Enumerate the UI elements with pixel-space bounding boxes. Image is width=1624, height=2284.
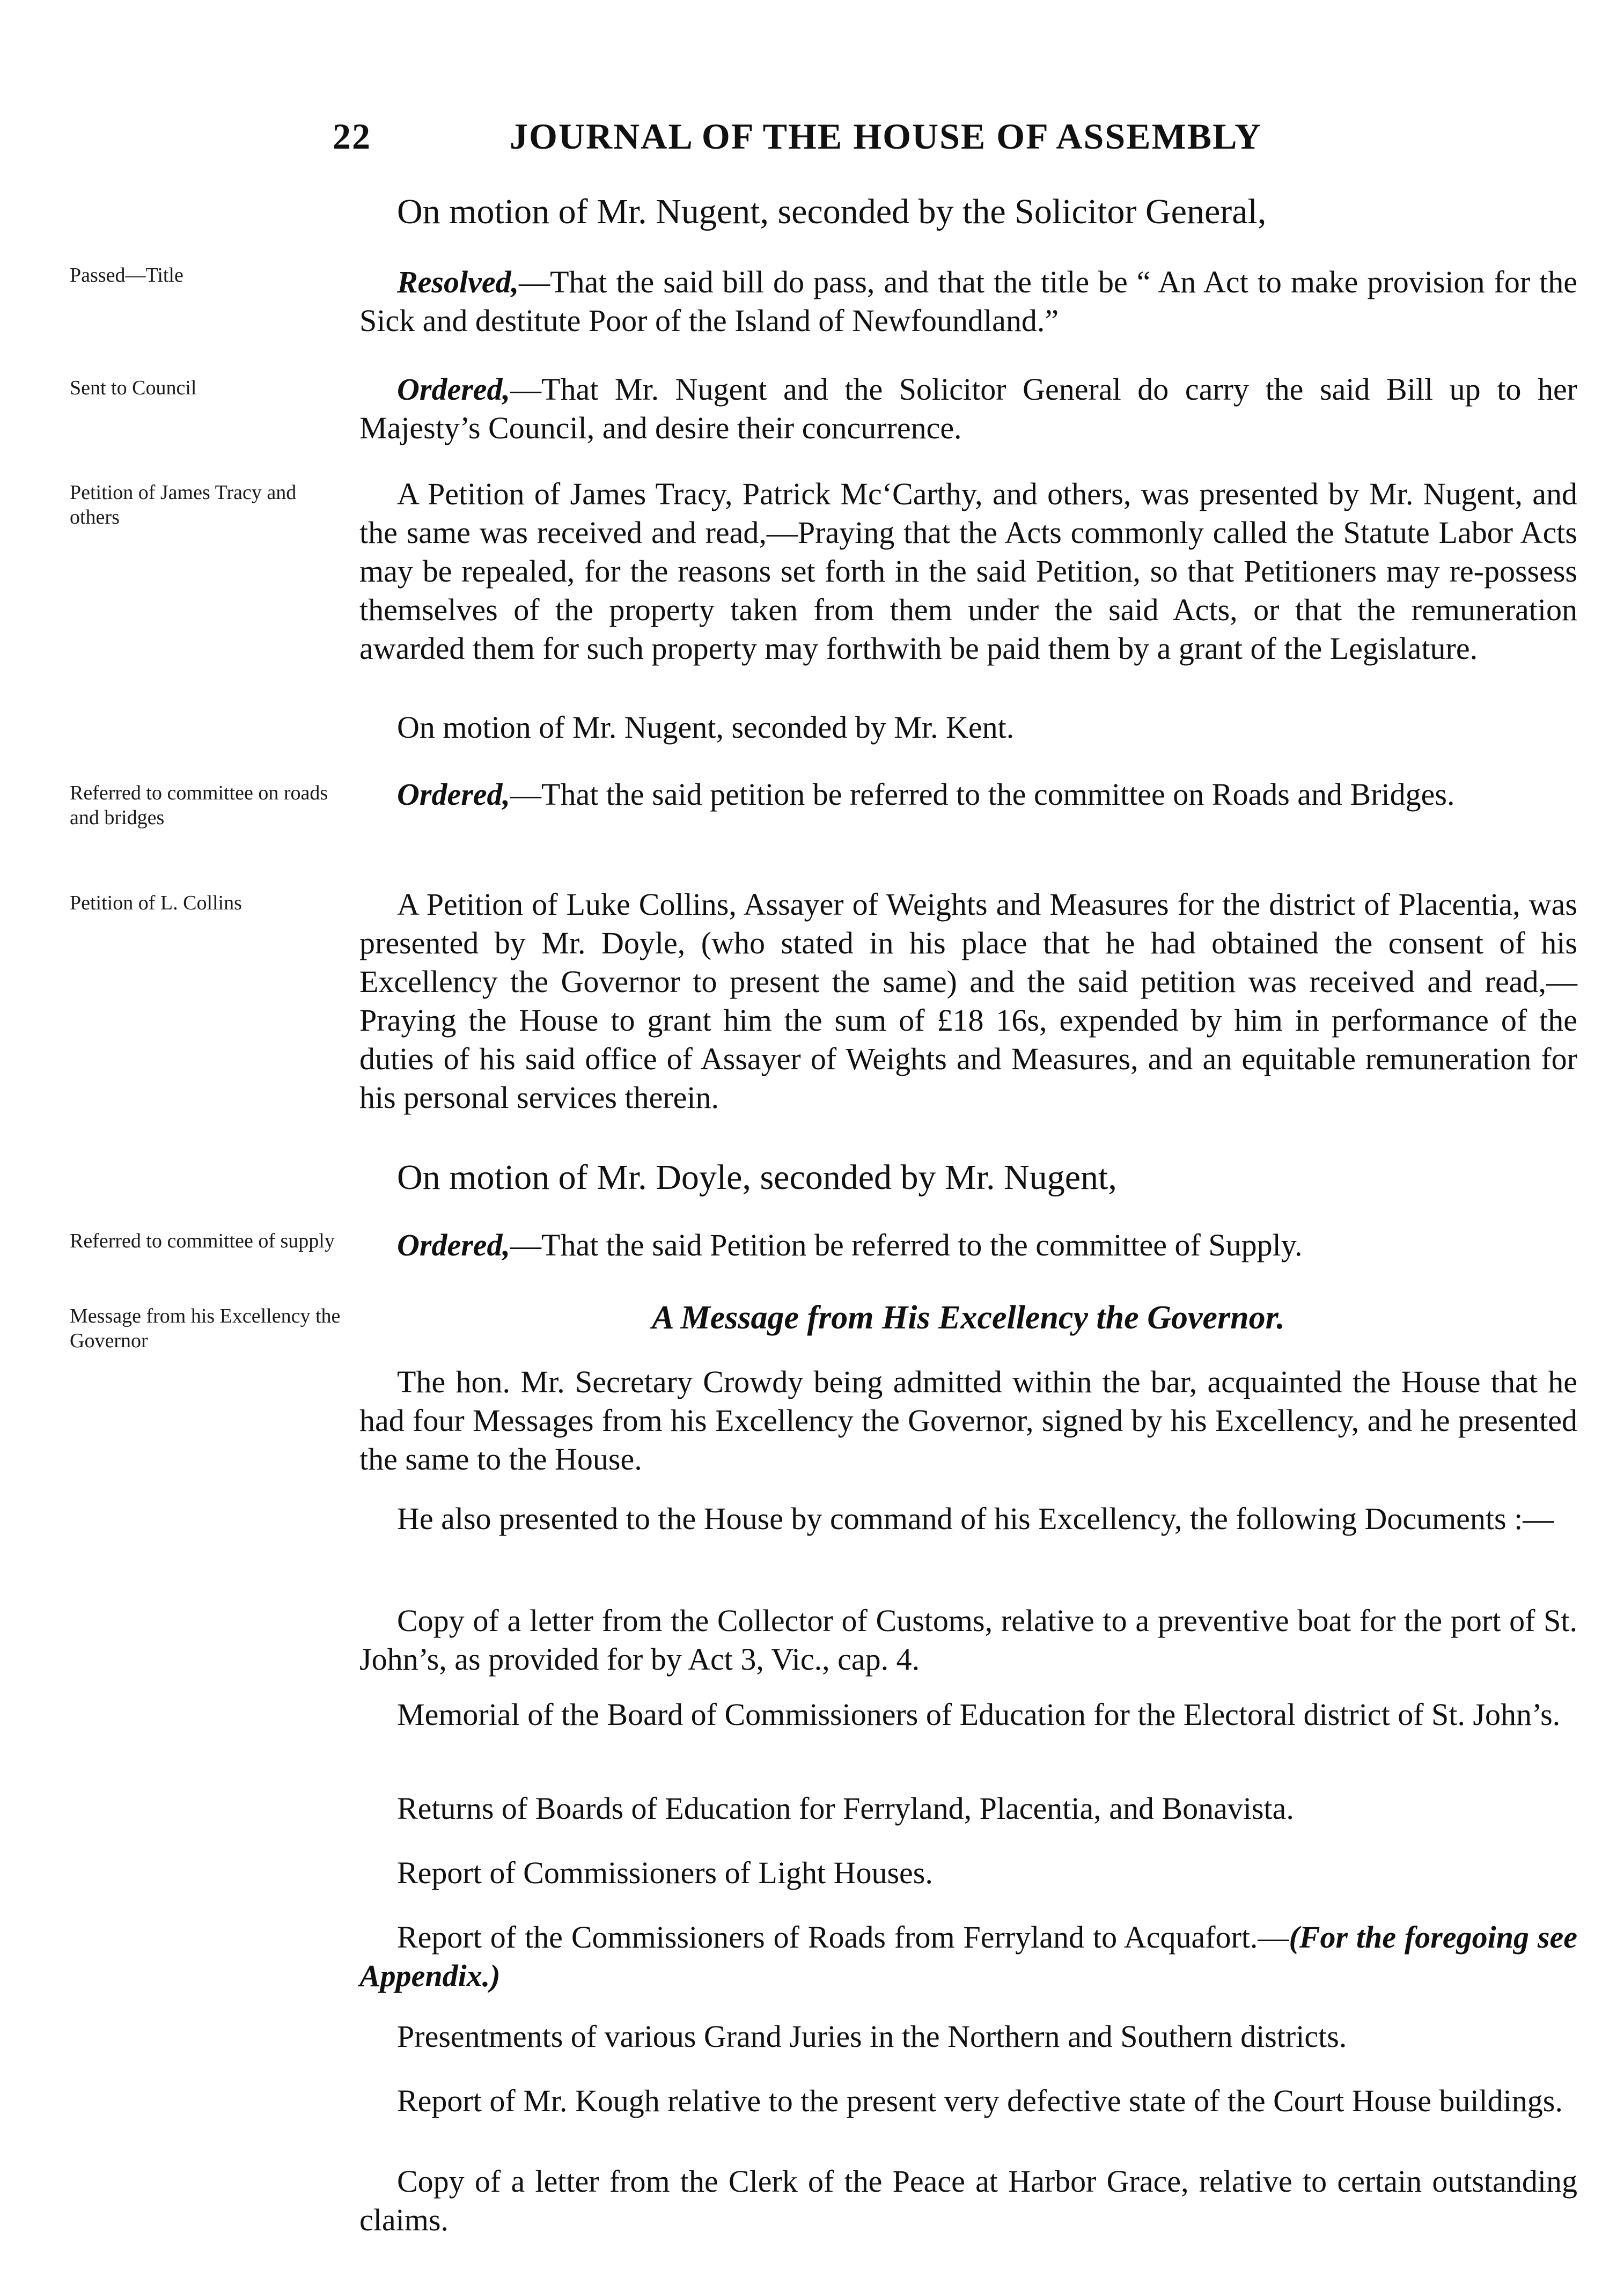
margin-note-petition-tracy: Petition of James Tracy and others — [70, 481, 297, 528]
doc-collector-customs: Copy of a letter from the Collector of Customs, relative to a preventive boat for the port of St. John’s, as provided for by Act 3, Vic., cap. 4. — [359, 1603, 1577, 1677]
ordered-label-3: Ordered, — [397, 1228, 511, 1262]
roads-report-text: Report of the Commissioners of Roads from Ferryland to Acquafort.— — [397, 1920, 1289, 1955]
margin-note-passed-title: Passed—Title — [70, 264, 183, 287]
page-number: 22 — [333, 116, 371, 157]
journal-title: JOURNAL OF THE HOUSE OF ASSEMBLY — [510, 116, 1262, 157]
petition-collins: A Petition of Luke Collins, Assayer of Weights and Measures for the district of Placentia, was presented by Mr. Doyle, (who stated in his place that he had obtained the consent of his Excellency the Governor to present the same) and the said petition was received and read,—Praying the House to grant him the sum of £18 16s, expended by him in performance of the duties of his said office of Assayer of Weights and Measures, and an equitable remuneration for his personal services therein. — [359, 887, 1577, 1115]
documents-intro: He also presented to the House by command of his Excellency, the following Documents :— — [397, 1501, 1554, 1536]
ordered-text-2: —That the said petition be referred to the committee on Roads and Bridges. — [510, 777, 1455, 812]
doc-light-houses: Report of Commissioners of Light Houses. — [397, 1855, 933, 1890]
page-header — [333, 115, 1406, 158]
doc-grand-juries: Presentments of various Grand Juries in the Northern and Southern districts. — [397, 2019, 1347, 2054]
ordered-supply — [359, 1226, 1577, 1265]
doc-roads-ferryland — [359, 1918, 1577, 1995]
margin-note-petition-collins: Petition of L. Collins — [70, 892, 242, 914]
resolved-label: Resolved, — [397, 265, 519, 299]
margin-note-referred-supply: Referred to committee of supply — [70, 1230, 335, 1252]
ordered-text-1: —That Mr. Nugent and the Solicitor General do carry the said Bill up to her Majesty’s Council, and desire their concurrence. — [359, 372, 1577, 445]
ordered-label-2: Ordered, — [397, 777, 511, 812]
resolved-text: —That the said bill do pass, and that the title be “ An Act to make provision for the Sick and destitute Poor of the Island of Newfoundland.” — [359, 265, 1577, 338]
doc-clerk-harbor-grace: Copy of a letter from the Clerk of the Peace at Harbor Grace, relative to certain outstanding claims. — [359, 2164, 1577, 2237]
margin-note-sent-to-council: Sent to Council — [70, 377, 197, 399]
appendix-note: (For the foregoing see Appendix.) — [359, 1920, 1577, 1993]
motion-nugent-solicitor: On motion of Mr. Nugent, seconded by the Solicitor General, — [397, 192, 1267, 231]
motion-nugent-kent: On motion of Mr. Nugent, seconded by Mr. Kent. — [397, 710, 1015, 745]
petition-tracy: A Petition of James Tracy, Patrick Mc‘Carthy, and others, was presented by Mr. Nugent, and the same was received and read,—Praying that the Acts commonly called the Statute Labor Acts may be repealed, for the reasons set forth in the said Petition, so that Petitioners may re-possess themselves of the property taken from them under the said Acts, or that the remuneration awarded them for such property may forthwith be paid them by a grant of the Legislature. — [359, 476, 1577, 666]
margin-note-referred-roads: Referred to committee on roads and bridges — [70, 782, 328, 829]
motion-doyle-nugent: On motion of Mr. Doyle, seconded by Mr. Nugent, — [397, 1158, 1117, 1197]
margin-note-message-governor: Message from his Excellency the Governor — [70, 1305, 341, 1352]
ordered-label-1: Ordered, — [397, 372, 511, 407]
secretary-crowdy: The hon. Mr. Secretary Crowdy being admitted within the bar, acquainted the House that he had four Messages from his Excellency the Governor, signed by his Excellency, and he presented the same to the House. — [359, 1364, 1577, 1477]
ordered-roads-bridges — [359, 775, 1577, 814]
ordered-text-3: —That the said Petition be referred to the committee of Supply. — [510, 1228, 1303, 1262]
doc-court-house: Report of Mr. Kough relative to the present very defective state of the Court House buildings. — [397, 2083, 1563, 2118]
resolved-bill-pass — [359, 263, 1577, 340]
doc-returns-education: Returns of Boards of Education for Ferryland, Placentia, and Bonavista. — [397, 1791, 1294, 1826]
ordered-carry-bill — [359, 370, 1577, 447]
message-heading: A Message from His Excellency the Governor. — [652, 1299, 1285, 1336]
doc-memorial-education: Memorial of the Board of Commissioners of Education for the Electoral district of St. John’s. — [397, 1697, 1561, 1732]
